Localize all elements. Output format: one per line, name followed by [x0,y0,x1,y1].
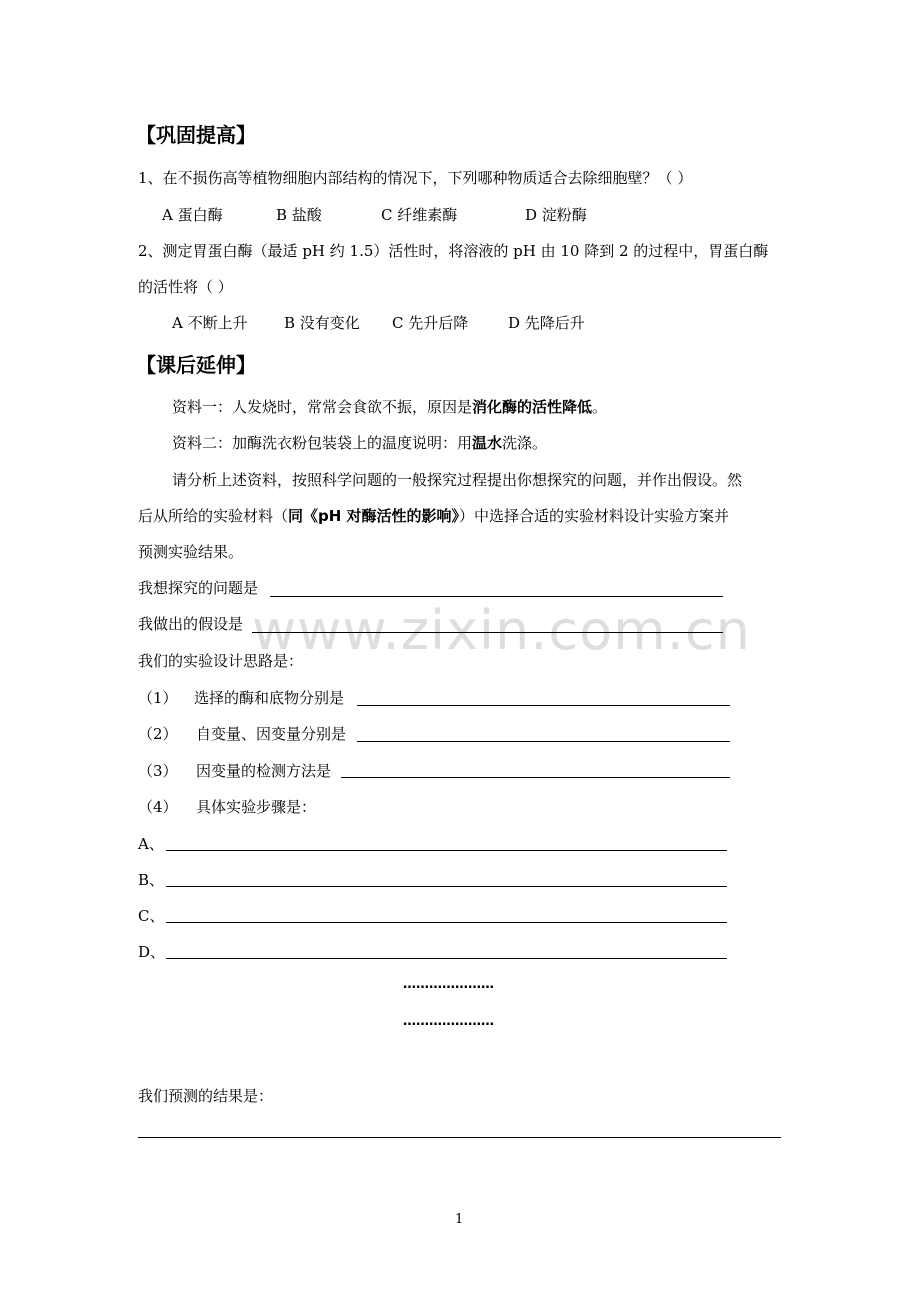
step-a-line[interactable] [166,850,727,851]
material-1-suffix: 。 [592,398,608,416]
q1-option-c[interactable]: C 纤维素酶 [381,206,458,224]
question-1-stem: 1、在不损伤高等植物细胞内部结构的情况下，下列哪种物质适合去除细胞壁？（ ） [138,169,693,187]
prediction-label: 我们预测的结果是： [138,1087,274,1105]
q2-option-c[interactable]: C 先升后降 [392,314,469,332]
step-d-label: D、 [138,943,166,961]
question-2-stem-line1: 2、测定胃蛋白酶（最适 pH 约 1.5）活性时，将溶液的 pH 由 10 降到 2 的过程中，胃蛋白酶 [138,242,769,260]
section-extend-title: 【课后延伸】 [136,353,256,377]
q1-option-b[interactable]: B 盐酸 [276,206,322,224]
design-item-2-line[interactable] [357,741,730,742]
step-a-label: A、 [138,835,164,853]
instruction-line2-suffix: ）中选择合适的实验材料设计实验方案并 [459,507,730,525]
q1-option-d[interactable]: D 淀粉酶 [525,206,587,224]
design-item-2-num: （2） [138,725,178,743]
design-item-4-num: （4） [138,798,178,816]
instruction-line3: 预测实验结果。 [138,543,244,561]
material-1 [172,397,607,417]
page-number: 1 [455,1212,464,1227]
design-item-3-label: 因变量的检测方法是 [196,762,332,780]
continuation-dots-1: ………………… [403,977,494,992]
q2-option-d[interactable]: D 先降后升 [508,314,585,332]
step-c-label: C、 [138,907,165,925]
material-2-bold: 温水 [472,434,503,452]
material-2 [172,433,547,453]
hypothesis-label: 我做出的假设是 [138,615,244,633]
question-label: 我想探究的问题是 [138,579,259,597]
section-consolidate-title: 【巩固提高】 [136,123,256,147]
design-item-3-num: （3） [138,762,178,780]
q2-option-b[interactable]: B 没有变化 [284,314,360,332]
step-d-line[interactable] [166,958,727,959]
instruction-line2 [138,506,729,526]
q2-option-a[interactable]: A 不断上升 [172,314,248,332]
design-label: 我们的实验设计思路是： [138,652,304,670]
prediction-answer-line[interactable] [138,1137,781,1138]
design-item-1-line[interactable] [357,705,730,706]
design-item-1-label: 选择的酶和底物分别是 [194,689,345,707]
design-item-2-label: 自变量、因变量分别是 [196,725,347,743]
question-answer-line[interactable] [270,596,723,597]
watermark: www.zixin.com.cn [252,599,751,662]
step-b-line[interactable] [166,886,727,887]
design-item-4-label: 具体实验步骤是： [196,798,317,816]
question-2-stem-line2: 的活性将（ ） [138,278,233,296]
step-b-label: B、 [138,871,165,889]
question-1-options [162,205,587,225]
material-1-prefix: 资料一：人发烧时，常常会食欲不振，原因是 [172,398,473,416]
instruction-line2-bold: 同《pH 对酶活性的影响》 [288,507,460,525]
question-2-options [172,313,585,333]
continuation-dots-2: ………………… [403,1014,494,1029]
hypothesis-answer-line[interactable] [252,632,723,633]
step-c-line[interactable] [166,922,727,923]
instruction-line1: 请分析上述资料，按照科学问题的一般探究过程提出你想探究的问题，并作出假设。然 [172,471,743,489]
material-1-bold: 消化酶的活性降低 [472,398,593,416]
q1-option-a[interactable]: A 蛋白酶 [162,206,223,224]
instruction-line2-prefix: 后从所给的实验材料（ [138,507,289,525]
design-item-1-num: （1） [138,689,178,707]
design-item-3-line[interactable] [341,777,730,778]
material-2-suffix: 洗涤。 [502,434,548,452]
material-2-prefix: 资料二：加酶洗衣粉包装袋上的温度说明：用 [172,434,473,452]
